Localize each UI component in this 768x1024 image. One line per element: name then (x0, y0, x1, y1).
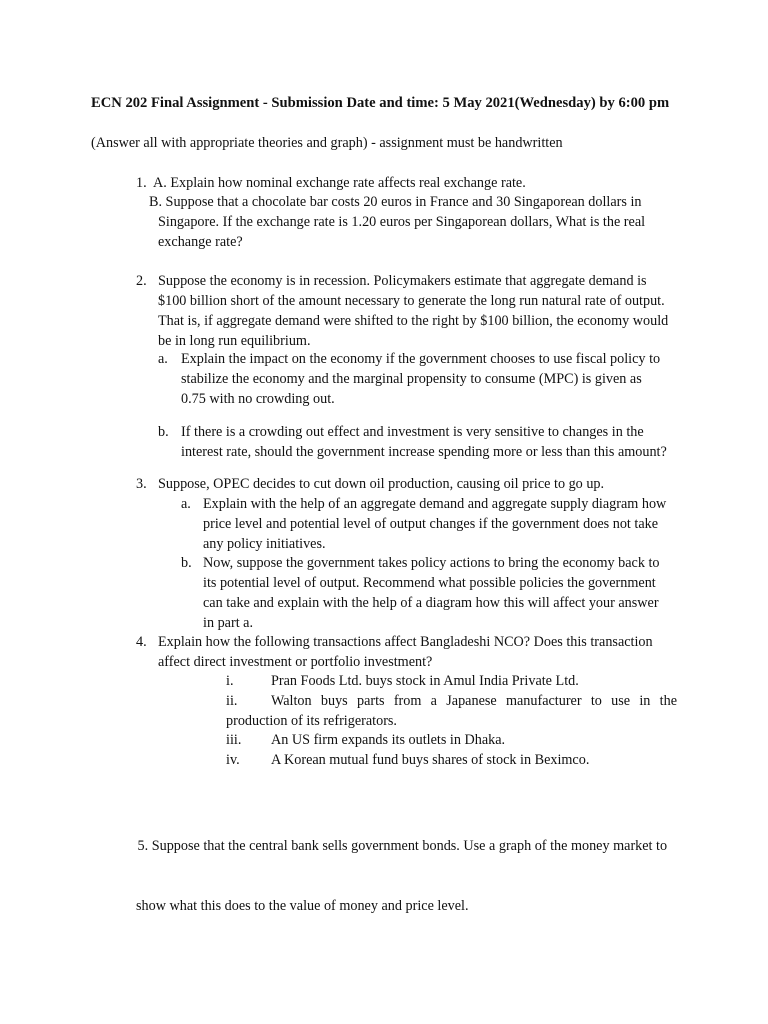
q4-text (158, 632, 653, 672)
q3-number: 3. (136, 476, 147, 492)
q3b-line: in part a. (203, 615, 254, 631)
q2-line: $100 billion short of the amount necessary to generate the long run natural rate of output. (158, 293, 665, 309)
q3a-line: Explain with the help of an aggregate demand and aggregate supply diagram how (203, 496, 667, 512)
q2-line: Suppose the economy is in recession. Policymakers estimate that aggregate demand is (158, 273, 647, 289)
q2b-line: If there is a crowding out effect and investment is very sensitive to changes in the (181, 424, 644, 440)
q4-item-text: An US firm expands its outlets in Dhaka. (271, 732, 506, 748)
q3b-line: Now, suppose the government takes policy actions to bring the economy back to (203, 555, 660, 571)
q2-line: be in long run equilibrium. (158, 333, 311, 349)
q2b-label: b. (158, 424, 169, 440)
q2-line: That is, if aggregate demand were shifted to the right by $100 billion, the economy would (158, 313, 669, 329)
q1-part-a: A. Explain how nominal exchange rate affects real exchange rate. (153, 175, 526, 191)
q3a-label: a. (181, 496, 191, 512)
q4-line: affect direct investment or portfolio investment? (158, 654, 433, 670)
q2a-line: 0.75 with no crowding out. (181, 391, 335, 407)
q2a-label: a. (158, 351, 168, 367)
q2a-text (181, 349, 660, 409)
assignment-title: ECN 202 Final Assignment - Submission Date and time: 5 May 2021(Wednesday) by 6:00 pm (91, 95, 670, 111)
q2-number: 2. (136, 273, 147, 289)
q2a-line: Explain the impact on the economy if the government chooses to use fiscal policy to (181, 351, 661, 367)
q5-line: 5. Suppose that the central bank sells government bonds. Use a graph of the money market to (134, 838, 668, 854)
q2b-line: interest rate, should the government increase spending more or less than this amount? (181, 444, 667, 460)
q1-part-b-line3: exchange rate? (158, 234, 243, 250)
q3a-line: any policy initiatives. (203, 536, 326, 552)
q4-item-label: i. (226, 673, 234, 689)
q3b-text (203, 553, 660, 633)
q5-line: show what this does to the value of money and price level. (136, 898, 469, 914)
q1-number: 1. (136, 175, 147, 191)
q3a-text (203, 494, 666, 554)
q4-item-text: Walton buys parts from a Japanese manufacturer to use in the (271, 693, 677, 709)
q3-text: Suppose, OPEC decides to cut down oil production, causing oil price to go up. (158, 476, 605, 492)
q4-item-label: iv. (226, 752, 240, 768)
q3b-line: its potential level of output. Recommend what possible policies the government (203, 575, 656, 591)
instruction-text: (Answer all with appropriate theories and graph) - assignment must be handwritten (91, 135, 563, 151)
q3a-line: price level and potential level of output changes if the government does not take (203, 516, 659, 532)
q5-text (134, 796, 667, 956)
q2a-line: stabilize the economy and the marginal propensity to consume (MPC) is given as (181, 371, 642, 387)
q4-item-text: A Korean mutual fund buys shares of stock in Beximco. (271, 752, 590, 768)
q2-text (158, 271, 668, 351)
q4-item-continuation: production of its refrigerators. (226, 713, 397, 729)
q3b-label: b. (181, 555, 192, 571)
q3b-line: can take and explain with the help of a diagram how this will affect your answer (203, 595, 659, 611)
q4-number: 4. (136, 634, 147, 650)
q4-item-label: iii. (226, 732, 242, 748)
q2b-text (181, 422, 667, 462)
q4-item-text: Pran Foods Ltd. buys stock in Amul India Private Ltd. (271, 673, 579, 689)
q1-part-b-line1: B. Suppose that a chocolate bar costs 20 euros in France and 30 Singaporean dollars in (149, 194, 642, 210)
q1-part-b-line2: Singapore. If the exchange rate is 1.20 euros per Singaporean dollars, What is the real (158, 214, 646, 230)
q4-line: Explain how the following transactions affect Bangladeshi NCO? Does this transaction (158, 634, 653, 650)
q4-item-label: ii. (226, 693, 238, 709)
